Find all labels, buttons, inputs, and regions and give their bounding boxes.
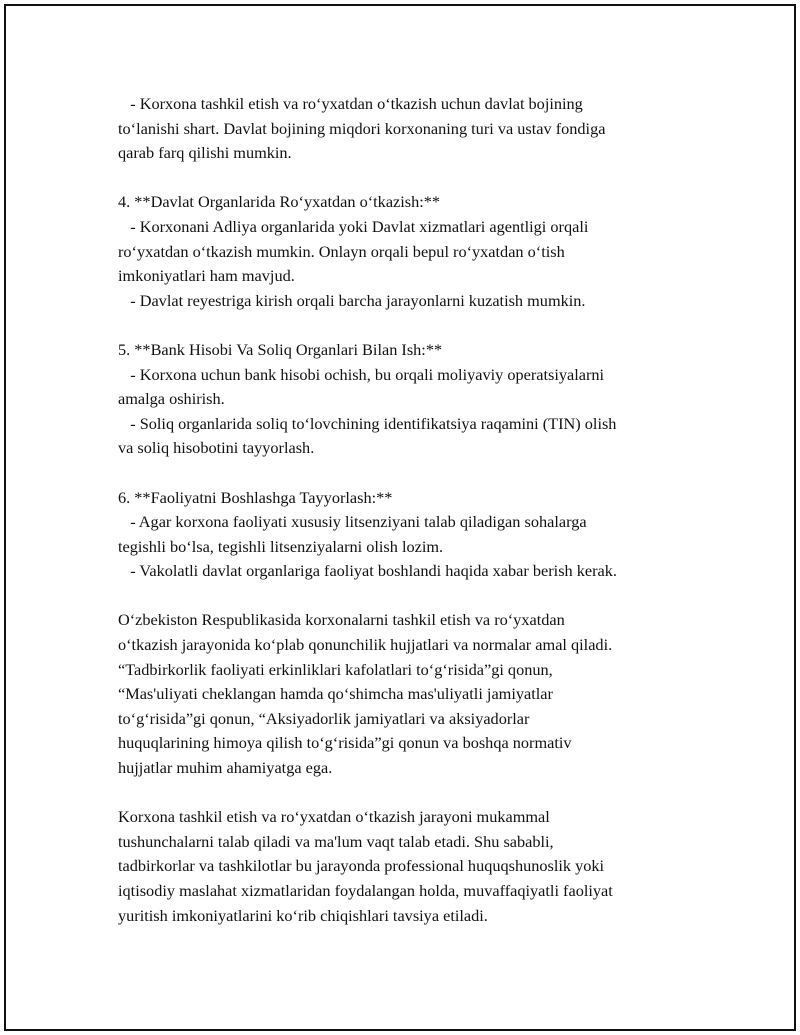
text-line: - Korxona uchun bank hisobi ochish, bu orqali moliyaviy operatsiyalarni — [118, 364, 605, 384]
text-line: - Agar korxona faoliyati xususiy litsenziyani talab qiladigan sohalarga — [118, 512, 587, 532]
text-line: “Mas'uliyati cheklangan hamda qoʻshimcha mas'uliyatli jamiyatlar — [118, 684, 553, 704]
text-line: hujjatlar muhim ahamiyatga ega. — [118, 758, 333, 778]
text-line: roʻyxatdan oʻtkazish mumkin. Onlayn orqali bepul roʻyxatdan oʻtish — [118, 241, 565, 261]
text-line: 4. **Davlat Organlarida Roʻyxatdan oʻtkazish:** — [118, 192, 441, 212]
text-block-section-4 — [118, 190, 718, 313]
text-line: amalga oshirish. — [118, 389, 225, 409]
text-line: imkoniyatlari ham mavjud. — [118, 266, 295, 286]
paragraph-spacer — [118, 584, 718, 609]
text-line: Korxona tashkil etish va roʻyxatdan oʻtkazish jarayoni mukammal — [118, 807, 550, 827]
text-line: - Soliq organlarida soliq toʻlovchining identifikatsiya raqamini (TIN) olish — [118, 413, 617, 433]
paragraph-spacer — [118, 781, 718, 806]
text-line: qarab farq qilishi mumkin. — [118, 143, 292, 163]
text-line: - Vakolatli davlat organlariga faoliyat boshlandi haqida xabar berish kerak. — [118, 561, 617, 581]
text-line: 6. **Faoliyatni Boshlashga Tayyorlash:** — [118, 487, 393, 507]
text-line: - Korxonani Adliya organlarida yoki Davlat xizmatlari agentligi orqali — [118, 216, 589, 236]
text-line: toʻgʻrisida”gi qonun, “Aksiyadorlik jamiyatlari va aksiyadorlar — [118, 708, 530, 728]
text-line: yuritish imkoniyatlarini koʻrib chiqishlari tavsiya etiladi. — [118, 905, 488, 925]
text-line: oʻtkazish jarayonida koʻplab qonunchilik hujjatlari va normalar amal qiladi. — [118, 635, 613, 655]
text-line: tegishli boʻlsa, tegishli litsenziyalarni olish lozim. — [118, 536, 444, 556]
text-line: “Tadbirkorlik faoliyati erkinliklari kafolatlari toʻgʻrisida”gi qonun, — [118, 659, 553, 679]
paragraph-spacer — [118, 166, 718, 191]
text-line: iqtisodiy maslahat xizmatlaridan foydalangan holda, muvaffaqiyatli faoliyat — [118, 881, 613, 900]
text-line: 5. **Bank Hisobi Va Soliq Organlari Bilan Ish:** — [118, 339, 443, 359]
text-block-paragraph-conclusion — [118, 805, 718, 928]
text-line: toʻlanishi shart. Davlat bojining miqdori korxonaning turi va ustav fondiga — [118, 118, 606, 138]
text-line: huquqlarining himoya qilish toʻgʻrisida”gi qonun va boshqa normativ — [118, 733, 572, 753]
text-line: - Davlat reyestriga kirish orqali barcha jarayonlarni kuzatish mumkin. — [118, 290, 586, 310]
text-line: tushunchalarni talab qiladi va ma'lum vaqt talab etadi. Shu sababli, — [118, 831, 554, 851]
text-line: - Korxona tashkil etish va roʻyxatdan oʻtkazish uchun davlat bojining — [118, 94, 583, 113]
text-block-section-5 — [118, 338, 718, 461]
paragraph-spacer — [118, 461, 718, 486]
text-block-intro-continuation — [118, 92, 718, 166]
text-line: Oʻzbekiston Respublikasida korxonalarni tashkil etish va roʻyxatdan — [118, 610, 565, 630]
document-body — [118, 92, 718, 928]
text-block-paragraph-laws — [118, 608, 718, 780]
paragraph-spacer — [118, 313, 718, 338]
text-block-section-6 — [118, 486, 718, 584]
text-line: tadbirkorlar va tashkilotlar bu jarayonda professional huquqshunoslik yoki — [118, 856, 605, 876]
text-line: va soliq hisobotini tayyorlash. — [118, 438, 315, 458]
